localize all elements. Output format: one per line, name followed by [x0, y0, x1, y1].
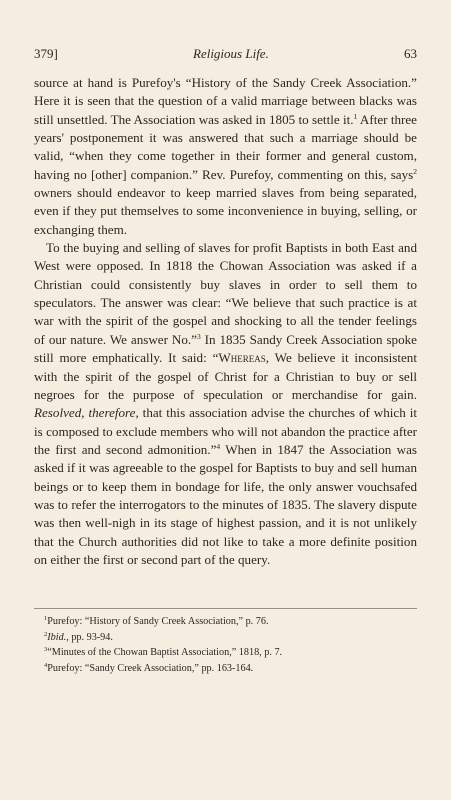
paragraph-text: In 1835 Sandy Creek Association spoke still more emphatically. It said: “	[34, 331, 417, 366]
footnotes	[34, 614, 417, 676]
footnote-ref: 2	[413, 166, 417, 176]
paragraph	[34, 239, 417, 569]
footnote-text: , pp. 93-94.	[66, 631, 113, 643]
paragraph	[34, 74, 417, 239]
footnote-ref: 1	[353, 111, 358, 121]
body-text	[34, 74, 417, 569]
footnote	[34, 630, 417, 646]
footnote-italic: Ibid.	[47, 631, 67, 643]
footnote	[34, 614, 417, 630]
paragraph-text: To the buying and selling of slaves for profit Baptists in both East and West were opposed. In 1818 the Chowan Association was asked if a Christian could consistently buy slaves in order to sell them to speculators. The answer was clear: “We believe that such practice is at war with the spirit of the gospel and shocking to all the tender feelings of our nature. We answer No.”	[34, 240, 417, 347]
section-number: 379]	[34, 46, 58, 61]
paragraph-text: owners should endeavor to keep married slaves from being separated, even if they put themselves to some inconvenience in buying, selling, or exchanging them.	[34, 185, 417, 237]
footnote-ref: 4	[216, 441, 221, 451]
running-title: Religious Life.	[193, 46, 269, 61]
paragraph-text: , We believe it inconsistent with the spirit of the gospel of Christ for a Christian to buy or sell negroes for the purpose of speculation or merchandise for gain.	[34, 350, 417, 402]
paragraph-text: When in 1847 the Association was asked if it was agreeable to the gospel for Baptists to buy and sell human beings or to keep them in bondage for life, the only answer vouchsafed was to refer the interrogators to the minutes of 1835. The slavery dispute was then well-nigh in its stage of highest passion, and it is not unlikely that the Church authorities did not like to take a more definite position on either the first or second part of the query.	[34, 441, 417, 567]
small-caps-word: Whereas	[218, 350, 266, 366]
italic-phrase: Resolved, therefore	[34, 405, 136, 421]
footnote	[34, 661, 417, 677]
paragraph-text: , that this association advise the churches of which it is composed to exclude members who will not abandon the practice after the first and second admonition.”	[34, 405, 417, 457]
footnote-mark: 4	[44, 661, 48, 669]
page-header	[34, 46, 417, 62]
footnote-mark: 3	[44, 646, 48, 653]
footnote-text: Purefoy: “History of Sandy Creek Association,” p. 76.	[47, 616, 269, 627]
page-number: 63	[404, 46, 417, 61]
footnote-ref: 3	[197, 331, 201, 341]
footnote-mark: 2	[44, 630, 48, 638]
footnote-text: “Minutes of the Chowan Baptist Association,” 1818, p. 7.	[47, 647, 283, 658]
paragraph-text: After three years' postponement it was answered that such a marriage should be valid, “when they come together in their former and general custom, having no [other] companion.” Rev. Purefoy, commenting on this, says	[34, 111, 417, 182]
footnote-text: Purefoy: “Sandy Creek Association,” pp. 163-164.	[47, 662, 254, 674]
footnote-mark: 1	[44, 615, 48, 622]
paragraph-text: source at hand is Purefoy's “History of the Sandy Creek Association.” Here it is seen that the question of a valid marriage between blacks was still unsettled. The Association was asked in 1805 to settle it.	[34, 75, 417, 127]
footnote-divider	[34, 608, 417, 609]
footnote	[34, 645, 417, 661]
